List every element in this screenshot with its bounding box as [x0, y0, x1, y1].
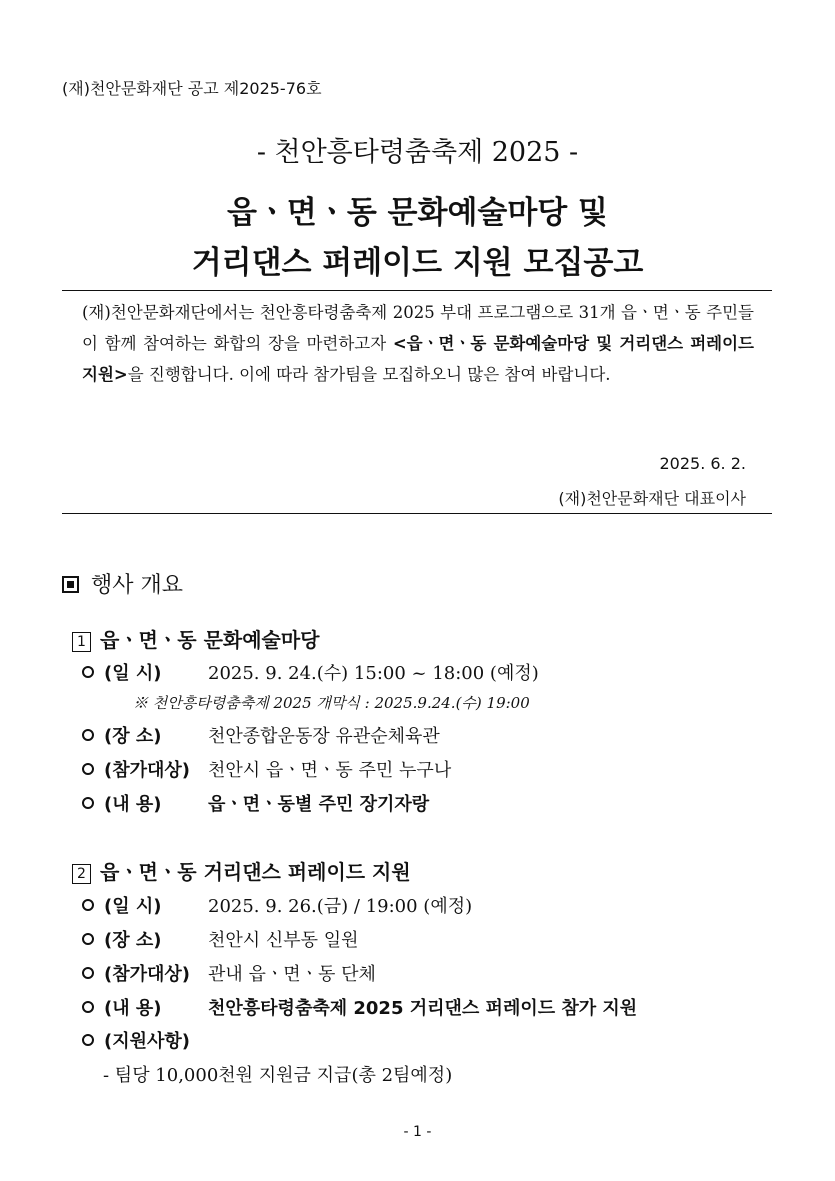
circle-bullet-icon — [82, 1001, 94, 1013]
item-value: 2025. 9. 26.(금) / 19:00 (예정) — [208, 896, 473, 917]
section-title: 행사 개요 — [91, 573, 184, 598]
item-value: 관내 읍ㆍ면ㆍ동 단체 — [208, 964, 376, 985]
part2-item-date — [82, 892, 472, 918]
item-label: (일 시) — [104, 896, 162, 917]
part1-number: 1 — [72, 632, 91, 652]
part1-heading — [72, 624, 319, 653]
part1-item-content — [82, 790, 429, 816]
item-label: (일 시) — [104, 663, 162, 684]
item-label: (참가대상) — [104, 964, 191, 985]
item-label: (장 소) — [104, 726, 162, 747]
item-value: 천안종합운동장 유관순체육관 — [208, 726, 440, 747]
support-detail: - 팀당 10,000천원 지원금 지급(총 2팀예정) — [103, 1065, 453, 1086]
item-value: 2025. 9. 24.(수) 15:00 ~ 18:00 (예정) — [208, 663, 539, 684]
announcement-org: (재)천안문화재단 대표이사 — [558, 489, 746, 508]
section-heading — [62, 568, 183, 599]
circle-bullet-icon — [82, 666, 94, 678]
page-title-line1: 읍ㆍ면ㆍ동 문화예술마당 및 — [227, 195, 608, 231]
circle-bullet-icon — [82, 899, 94, 911]
part2-title: 읍ㆍ면ㆍ동 거리댄스 퍼레이드 지원 — [100, 860, 411, 884]
intro-box — [62, 290, 772, 514]
part2-item-content — [82, 994, 637, 1020]
item-value: 천안흥타령춤축제 2025 거리댄스 퍼레이드 참가 지원 — [208, 998, 638, 1019]
part1-item-date — [82, 659, 539, 685]
circle-bullet-icon — [82, 729, 94, 741]
part2-item-place — [82, 926, 359, 952]
intro-program-name: <읍ㆍ면ㆍ동 문화예술마당 및 거리댄스 퍼레이드 지원> — [82, 334, 754, 384]
circle-bullet-icon — [82, 967, 94, 979]
opening-note: ※ 천안흥타령춤축제 2025 개막식 : 2025.9.24.(수) 19:00 — [133, 694, 530, 712]
filled-square-icon — [62, 576, 79, 593]
circle-bullet-icon — [82, 933, 94, 945]
part1-item-target — [82, 756, 451, 782]
part1-title: 읍ㆍ면ㆍ동 문화예술마당 — [100, 628, 320, 652]
item-label: (지원사항) — [104, 1031, 191, 1052]
circle-bullet-icon — [82, 1034, 94, 1046]
part2-item-target — [82, 960, 376, 986]
part2-heading — [72, 856, 411, 885]
festival-subtitle: - 천안흥타령춤축제 2025 - — [256, 137, 579, 168]
intro-paragraph — [82, 297, 754, 390]
item-value: 천안시 읍ㆍ면ㆍ동 주민 누구나 — [208, 760, 452, 781]
announcement-date: 2025. 6. 2. — [659, 454, 746, 473]
circle-bullet-icon — [82, 797, 94, 809]
item-value: 읍ㆍ면ㆍ동별 주민 장기자랑 — [208, 794, 430, 815]
item-label: (참가대상) — [104, 760, 191, 781]
part2-number: 2 — [72, 864, 91, 884]
intro-text-before: (재)천안문화재단에서는 천안흥타령춤축제 2025 부대 프로그램으로 31개 읍ㆍ면ㆍ동 주민들이 함께 참여하는 화합의 장을 마련하고자 — [82, 303, 754, 353]
intro-text-after: 을 진행합니다. 이에 따라 참가팀을 모집하오니 많은 참여 바랍니다. — [127, 365, 611, 384]
part1-item-place — [82, 722, 440, 748]
part2-item-support — [82, 1027, 208, 1053]
item-label: (내 용) — [104, 998, 162, 1019]
notice-number: (재)천안문화재단 공고 제2025-76호 — [62, 79, 322, 98]
item-value: 천안시 신부동 일원 — [208, 930, 359, 951]
circle-bullet-icon — [82, 763, 94, 775]
page-number: - 1 - — [403, 1124, 432, 1140]
item-label: (내 용) — [104, 794, 162, 815]
page-title-line2: 거리댄스 퍼레이드 지원 모집공고 — [191, 245, 644, 281]
item-label: (장 소) — [104, 930, 162, 951]
